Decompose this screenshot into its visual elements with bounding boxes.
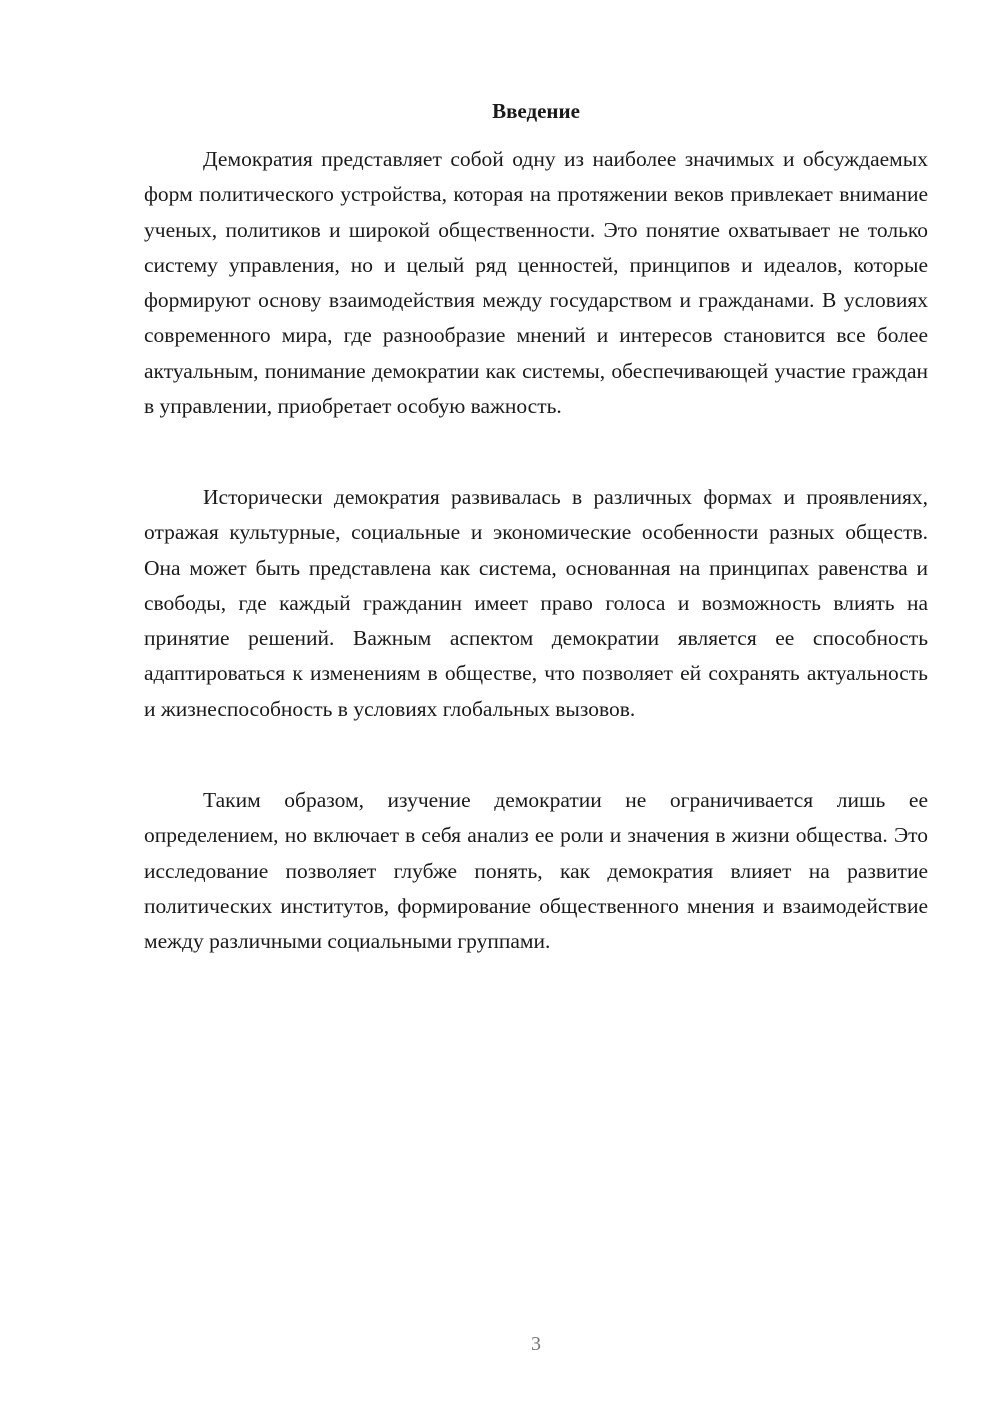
paragraph-3: Таким образом, изучение демократии не ограничивается лишь ее определением, но включает в себя анализ ее роли и значения в жизни общества. Это исследование позволяет глубже понять, как демократия влияет на развитие политических институтов, формирование общественного мнения и взаимодействие между различными социальными группами. xyxy=(144,788,928,954)
section-title: Введение xyxy=(492,99,580,123)
page-number: 3 xyxy=(531,1333,541,1355)
paragraph-2: Исторически демократия развивалась в различных формах и проявлениях, отражая культурные, социальные и экономические особенности разных обществ. Она может быть представлена как система, основанная на принципах равенства и свободы, где каждый гражданин имеет право голоса и возможность влиять на принятие решений. Важным аспектом демократии является ее способность адаптироваться к изменениям в обществе, что позволяет ей сохранять актуальность и жизнеспособность в условиях глобальных вызовов. xyxy=(144,485,928,721)
paragraph-1: Демократия представляет собой одну из наиболее значимых и обсуждаемых форм политического устройства, которая на протяжении веков привлекает внимание ученых, политиков и широкой общественности. Это понятие охватывает не только систему управления, но и целый ряд ценностей, принципов и идеалов, которые формируют основу взаимодействия между государством и гражданами. В условиях современного мира, где разнообразие мнений и интересов становится все более актуальным, понимание демократии как системы, обеспечивающей участие граждан в управлении, приобретает особую важность. xyxy=(144,147,928,419)
